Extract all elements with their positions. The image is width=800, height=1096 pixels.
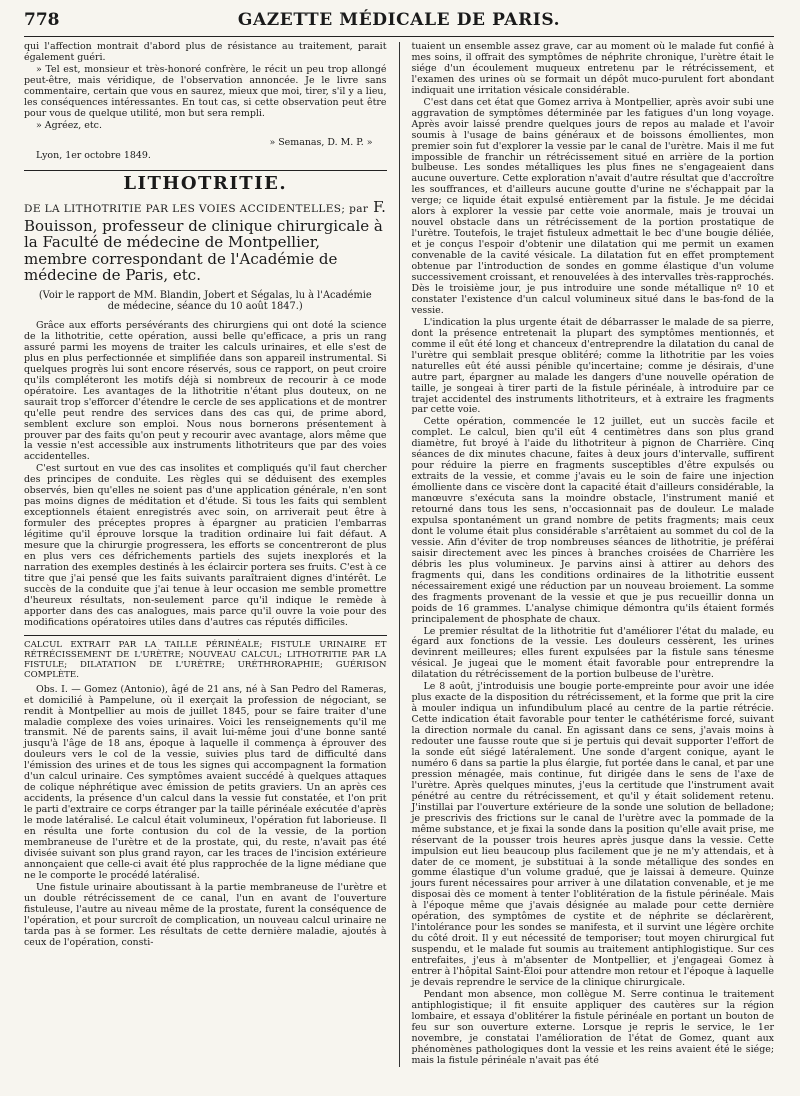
letter-place-date: Lyon, 1er octobre 1849. bbox=[36, 149, 151, 161]
page-number: 778 bbox=[24, 10, 60, 30]
letter-paragraph: » Tel est, monsieur et très-honoré confrère, le récit un peu trop allongé peut-être, mais véridique, de l'observation annoncée. Je le livre sans commentaire, certain que vous en saurez, mieux que moi, tirer, s'il y a lieu, les conséquences intéressantes. En tout cas, si cette observation peut être pour vous de quelque utilité, mon but sera rempli. bbox=[24, 63, 387, 119]
two-column-body bbox=[24, 42, 774, 1067]
body-paragraph: Cette opération, commencée le 12 juillet, eut un succès facile et complet. Le calcul, bien qu'il eût 4 centimètres dans son plus grand diamètre, fut broyé à l'aide du lithotriteur à pignon de Charrière. Cinq séances de dix minutes chacune, faites à deux jours d'intervalle, suffirent pour réduire la pierre en fragments susceptibles d'être expulsés ou extraits de la vessie, et comme j'avais eu le soin de faire une injection émolliente dans ce viscère dont la capacité était d'ailleurs considérable, la manœuvre s'exécuta sans la moindre obstacle, l'instrument manié et retourné dans tous les sens, n'occasionnait pas de douleur. Le malade expulsa spontanément un grand nombre de petits fragments; mais ceux dont le volume était plus considérable s'arrêtaient au sommet du col de la vessie. Afin d'éviter de trop nombreuses séances de lithotritie, je préférai saisir directement avec les pinces à branches croisées de Charrière les débris les plus volumineux. Je parvins ainsi à attirer au dehors des fragments qui, dans les conditions ordinaires de la lithotritie eussent nécessairement exigé une réduction par un nouveau broiement. La somme des fragments provenant de la vessie et que je pus recueillir donna un poids de 16 grammes. L'analyse chimique démontra qu'ils étaient formés principalement de phosphate de chaux. bbox=[411, 416, 774, 625]
case-heading: CALCUL EXTRAIT PAR LA TAILLE PÉRINÉALE; FISTULE URINAIRE ET RÉTRÉCISSEMENT DE L'URÈTRE; NOUVEAU CALCUL; LITHOTRITIE PAR LA FISTULE; DILATATION DE L'URÈTRE; URÉTHRORAPHIE; GUÉRISON COMPLÈTE. bbox=[24, 639, 387, 680]
body-paragraph: Pendant mon absence, mon collègue M. Serre continua le traitement antiphlogistique; il fit ensuite appliquer des cautères sur la région lombaire, et essaya d'oblitérer la fistule périnéale en portant un bouton de feu sur son ouverture externe. Lorsque je repris le service, le 1er novembre, je constatai l'amélioration de l'état de Gomez, quant aux phénomènes pathologiques dont la vessie et les reins avaient été le siége; mais la fistule périnéale n'avait pas été bbox=[411, 988, 774, 1066]
letter-signature: » Semanas, D. M. P. » bbox=[269, 136, 373, 148]
article-title bbox=[24, 199, 387, 284]
letter-paragraph: » Agréez, etc. bbox=[36, 119, 102, 131]
article-note: (Voir le rapport de MM. Blandin, Jobert et Ségalas, lu à l'Académie de médecine, séance du 10 août 1847.) bbox=[38, 289, 372, 313]
column-rule bbox=[399, 42, 400, 1067]
left-column bbox=[24, 42, 387, 1067]
case-paragraph: Obs. I. — Gomez (Antonio), âgé de 21 ans, né à San Pedro del Rameras, et domicilié à Pampelune, où il exerçait la profession de négociant, se rendit à Montpellier au mois de juillet 1845, pour se faire traiter d'une maladie complexe des voies urinaires. Voici les renseignements qu'il me transmit. Né de parents sains, il avait lui-même joui d'une bonne santé jusqu'à l'âge de 18 ans, époque à laquelle il commença à éprouver des douleurs vers le col de la vessie, suivies plus tard de difficulté dans l'émission des urines et de tous les signes qui accompagnent la formation d'un calcul urinaire. Ces symptômes avaient succédé à quelques attaques de colique néphrétique avec émission de petits graviers. Un an après ces accidents, la présence d'un calcul dans la vessie fut constatée, et l'on prit le parti d'extraire ce corps étranger par la taille périnéale exécutée d'après le mode latéralisé. Le calcul était volumineux, l'opération fut laborieuse. Il en résulta une forte contusion du col de la vessie, de la portion membraneuse de l'urètre et de la prostate, qui, du reste, n'avait pas été divisée suivant son plus grand rayon, car les traces de l'incision extérieure annonçaient que celle-ci avait été plus rapprochée de la ligne médiane que ne le comporte le procédé latéralisé. bbox=[24, 683, 387, 881]
section-divider bbox=[24, 170, 387, 171]
journal-title: GAZETTE MÉDICALE DE PARIS. bbox=[237, 10, 561, 30]
article-title-lead: DE LA LITHOTRITIE PAR LES VOIES ACCIDENTELLES; par bbox=[24, 203, 369, 216]
body-paragraph: Le 8 août, j'introduisis une bougie porte-empreinte pour avoir une idée plus exacte de la disposition du rétrécissement, et la forme que prit la cire à mouler indiqua un infundibulum placé au centre de la partie rétrécie. Cette indication était favorable pour tenter le cathétérisme forcé, suivant la direction normale du canal. En agissant dans ce sens, j'avais moins à redouter une fausse route que si je pertuis qui devait supporter l'effort de la sonde eût siégé latéralement. Une sonde d'argent conique, ayant le numéro 6 dans sa partie la plus élargie, fut portée dans le canal, et par une pression ménagée, mais continue, fut dirigée dans le sens de l'axe de l'urètre. Après quelques minutes, j'eus la certitude que l'instrument avait pénétré au centre du rétrécissement, et qu'il y était solidement retenu. J'instillai par l'ouverture extérieure de la sonde une solution de belladone; je prescrivis des frictions sur le canal de l'urètre avec la pommade de la même substance, et je fixai la sonde dans la position qu'elle avait prise, me réservant de la pousser trois heures après jusque dans la vessie. Cette impulsion eut lieu beaucoup plus facilement que je ne m'y attendais, et à dater de ce moment, je substituai à la sonde métallique des sondes en gomme élastique d'un volume gradué, que je laissai à demeure. Quinze jours furent nécessaires pour arriver à une dilatation convenable, et je me disposai dès ce moment à tenter l'oblitération de la fistule périnéale. Mais à l'époque même que j'avais désignée au malade pour cette dernière opération, des symptômes de cystite et de néphrite se déclarèrent, l'intolérance pour les sondes se manifesta, et il survint une légère orchite du côté droit. Il y eut nécessité de temporiser; tout moyen chirurgical fut suspendu, et le malade fut soumis au traitement antiphlogistique. Sur ces entrefaites, j'eus à m'absenter de Montpellier, et j'engageai Gomez à entrer à l'hôpital Saint-Éloi pour attendre mon retour et l'époque à laquelle je devais reprendre le service de la clinique chirurgicale. bbox=[411, 681, 774, 989]
article-title-author: F. Bouisson, professeur de clinique chirurgicale à la Faculté de médecine de Montpellier, membre correspondant de l'Académie de médecine de Paris, etc. bbox=[24, 198, 386, 285]
body-paragraph: L'indication la plus urgente était de débarrasser le malade de sa pierre, dont la présence entretenait la plupart des symptômes mentionnés, et comme il eût été long et chanceux d'entreprendre la dilatation du canal de l'urètre qui semblait presque oblitéré; comme la lithotritie par les voies naturelles eût été aussi pénible qu'incertaine; comme je désirais, d'une autre part, épargner au malade les dangers d'une nouvelle opération de taille, je songeai à tirer parti de la fistule périnéale, à introduire par ce trajet accidentel des instruments lithotriteurs, et à extraire les fragments par cette voie. bbox=[411, 316, 774, 416]
case-paragraph: Une fistule urinaire aboutissant à la partie membraneuse de l'urètre et un double rétrécissement de ce canal, l'un en avant de l'ouverture fistuleuse, l'autre au niveau même de la prostate, furent la conséquence de l'opération, et pour surcroît de complication, un nouveau calcul urinaire ne tarda pas à se former. Les résultats de cette dernière maladie, ajoutés à ceux de l'opération, consti- bbox=[24, 881, 387, 948]
letter-paragraph: qui l'affection montrait d'abord plus de résistance au traitement, parait également guéri. bbox=[24, 41, 387, 63]
section-title: LITHOTRITIE. bbox=[123, 172, 288, 194]
page-header bbox=[24, 10, 774, 37]
body-paragraph: C'est dans cet état que Gomez arriva à Montpellier, après avoir subi une aggravation de symptômes déterminée par les fatigues d'un long voyage. Après avoir laissé prendre quelques jours de repos au malade et l'avoir soumis à l'usage de bains généraux et de boissons émollientes, mon premier soin fut d'explorer la vessie par le canal de l'urètre. Mais il me fut impossible de franchir un rétrécissement situé en arrière de la portion bulbeuse. Les sondes métalliques les plus fines ne s'engageaient dans aucune ouverture. Cette exploration n'avait d'autre résultat que d'accroître les souffrances, et d'ailleurs aucune goutte d'urine ne s'échappait par la verge; ce liquide était expulsé entièrement par la fistule. Je me décidai alors à explorer la vessie par cette voie anormale, mais je trouvai un nouvel obstacle dans un rétrécissement de la portion prostatique de l'urètre. Toutefois, le trajet fistuleux admettait le bec d'une bougie déliée, et je conçus l'espoir d'obtenir une dilatation qui me permit un examen convenable de la cavité vésicale. La dilatation fut en effet promptement obtenue par l'introduction de sondes en gomme élastique d'un volume successivement croissant, et renouvelées à des intervalles très-rapprochés. Dès le troisième jour, je pus introduire une sonde métallique nº 10 et constater l'existence d'un calcul volumineux situé dans le bas-fond de la vessie. bbox=[411, 96, 774, 316]
right-column bbox=[412, 42, 775, 1067]
intro-paragraph: Grâce aux efforts persévérants des chirurgiens qui ont doté la science de la lithotritie, cette opération, aussi belle qu'efficace, a pris un rang assuré parmi les moyens de traiter les calculs urinaires, et elle s'est de plus en plus perfectionnée et simplifiée dans son appareil instrumental. Si quelques progrès lui sont encore réservés, sous ce rapport, on peut croire qu'ils compléteront les motifs déjà si nombreux de recourir à ce mode opératoire. Les avantages de la lithotritie n'étant plus douteux, on ne saurait trop s'efforcer d'étendre le cercle de ses applications et de montrer qu'elle peut rendre des services dans des cas qui, de prime abord, semblent exclure son emploi. Nous nous bornerons présentement à prouver par des faits qu'on peut y recourir avec avantage, alors même que la vessie n'est accessible aux instruments lithotriteurs que par des voies accidentelles. bbox=[24, 319, 387, 463]
intro-paragraph: C'est surtout en vue des cas insolites et compliqués qu'il faut chercher des principes de conduite. Les règles qui se déduisent des exemples observés, bien qu'elles ne soient pas d'une application générale, n'en sont pas moins dignes de méditation et d'étude. Si tous les faits qui semblent exceptionnels étaient enregistrés avec soin, on arriverait peut être à formuler des préceptes propres à épargner au praticien l'embarras légitime qu'il éprouve lorsque la tradition ordinaire lui fait défaut. A mesure que la chirurgie progressera, les efforts se concentreront de plus en plus vers ces défrichements partiels des sujets inexplorés et la narration des exemples destinés à les éclaircir portera ses fruits. C'est à ce titre que j'ai pensé que les faits suivants paraîtraient dignes d'intérêt. Le succès de la conduite que j'ai tenue à leur occasion me semble promettre d'heureux résultats, non-seulement parce qu'il indique le remède à apporter dans des cas analogues, mais parce qu'il ouvre la voie pour des modifications opératoires utiles dans d'autres cas réputés difficiles. bbox=[24, 463, 387, 628]
case-divider bbox=[24, 635, 387, 636]
body-paragraph: tuaient un ensemble assez grave, car au moment où le malade fut confié à mes soins, il offrait des symptômes de néphrite chronique, l'urètre était le siége d'un écoulement muqueux entretenu par le rétrécissement, et l'examen des urines où se formait un dépôt muco-purulent fort abondant indiquait une irritation vésicale considérable. bbox=[411, 41, 774, 96]
body-paragraph: Le premier résultat de la lithotritie fut d'améliorer l'état du malade, eu égard aux fonctions de la vessie. Les douleurs cessèrent, les urines devinrent meilleures; elles furent expulsées par la fistule sans ténesme vésical. Je jugeai que le moment était favorable pour entreprendre la dilatation du rétrécissement de la portion bulbeuse de l'urètre. bbox=[411, 625, 774, 681]
